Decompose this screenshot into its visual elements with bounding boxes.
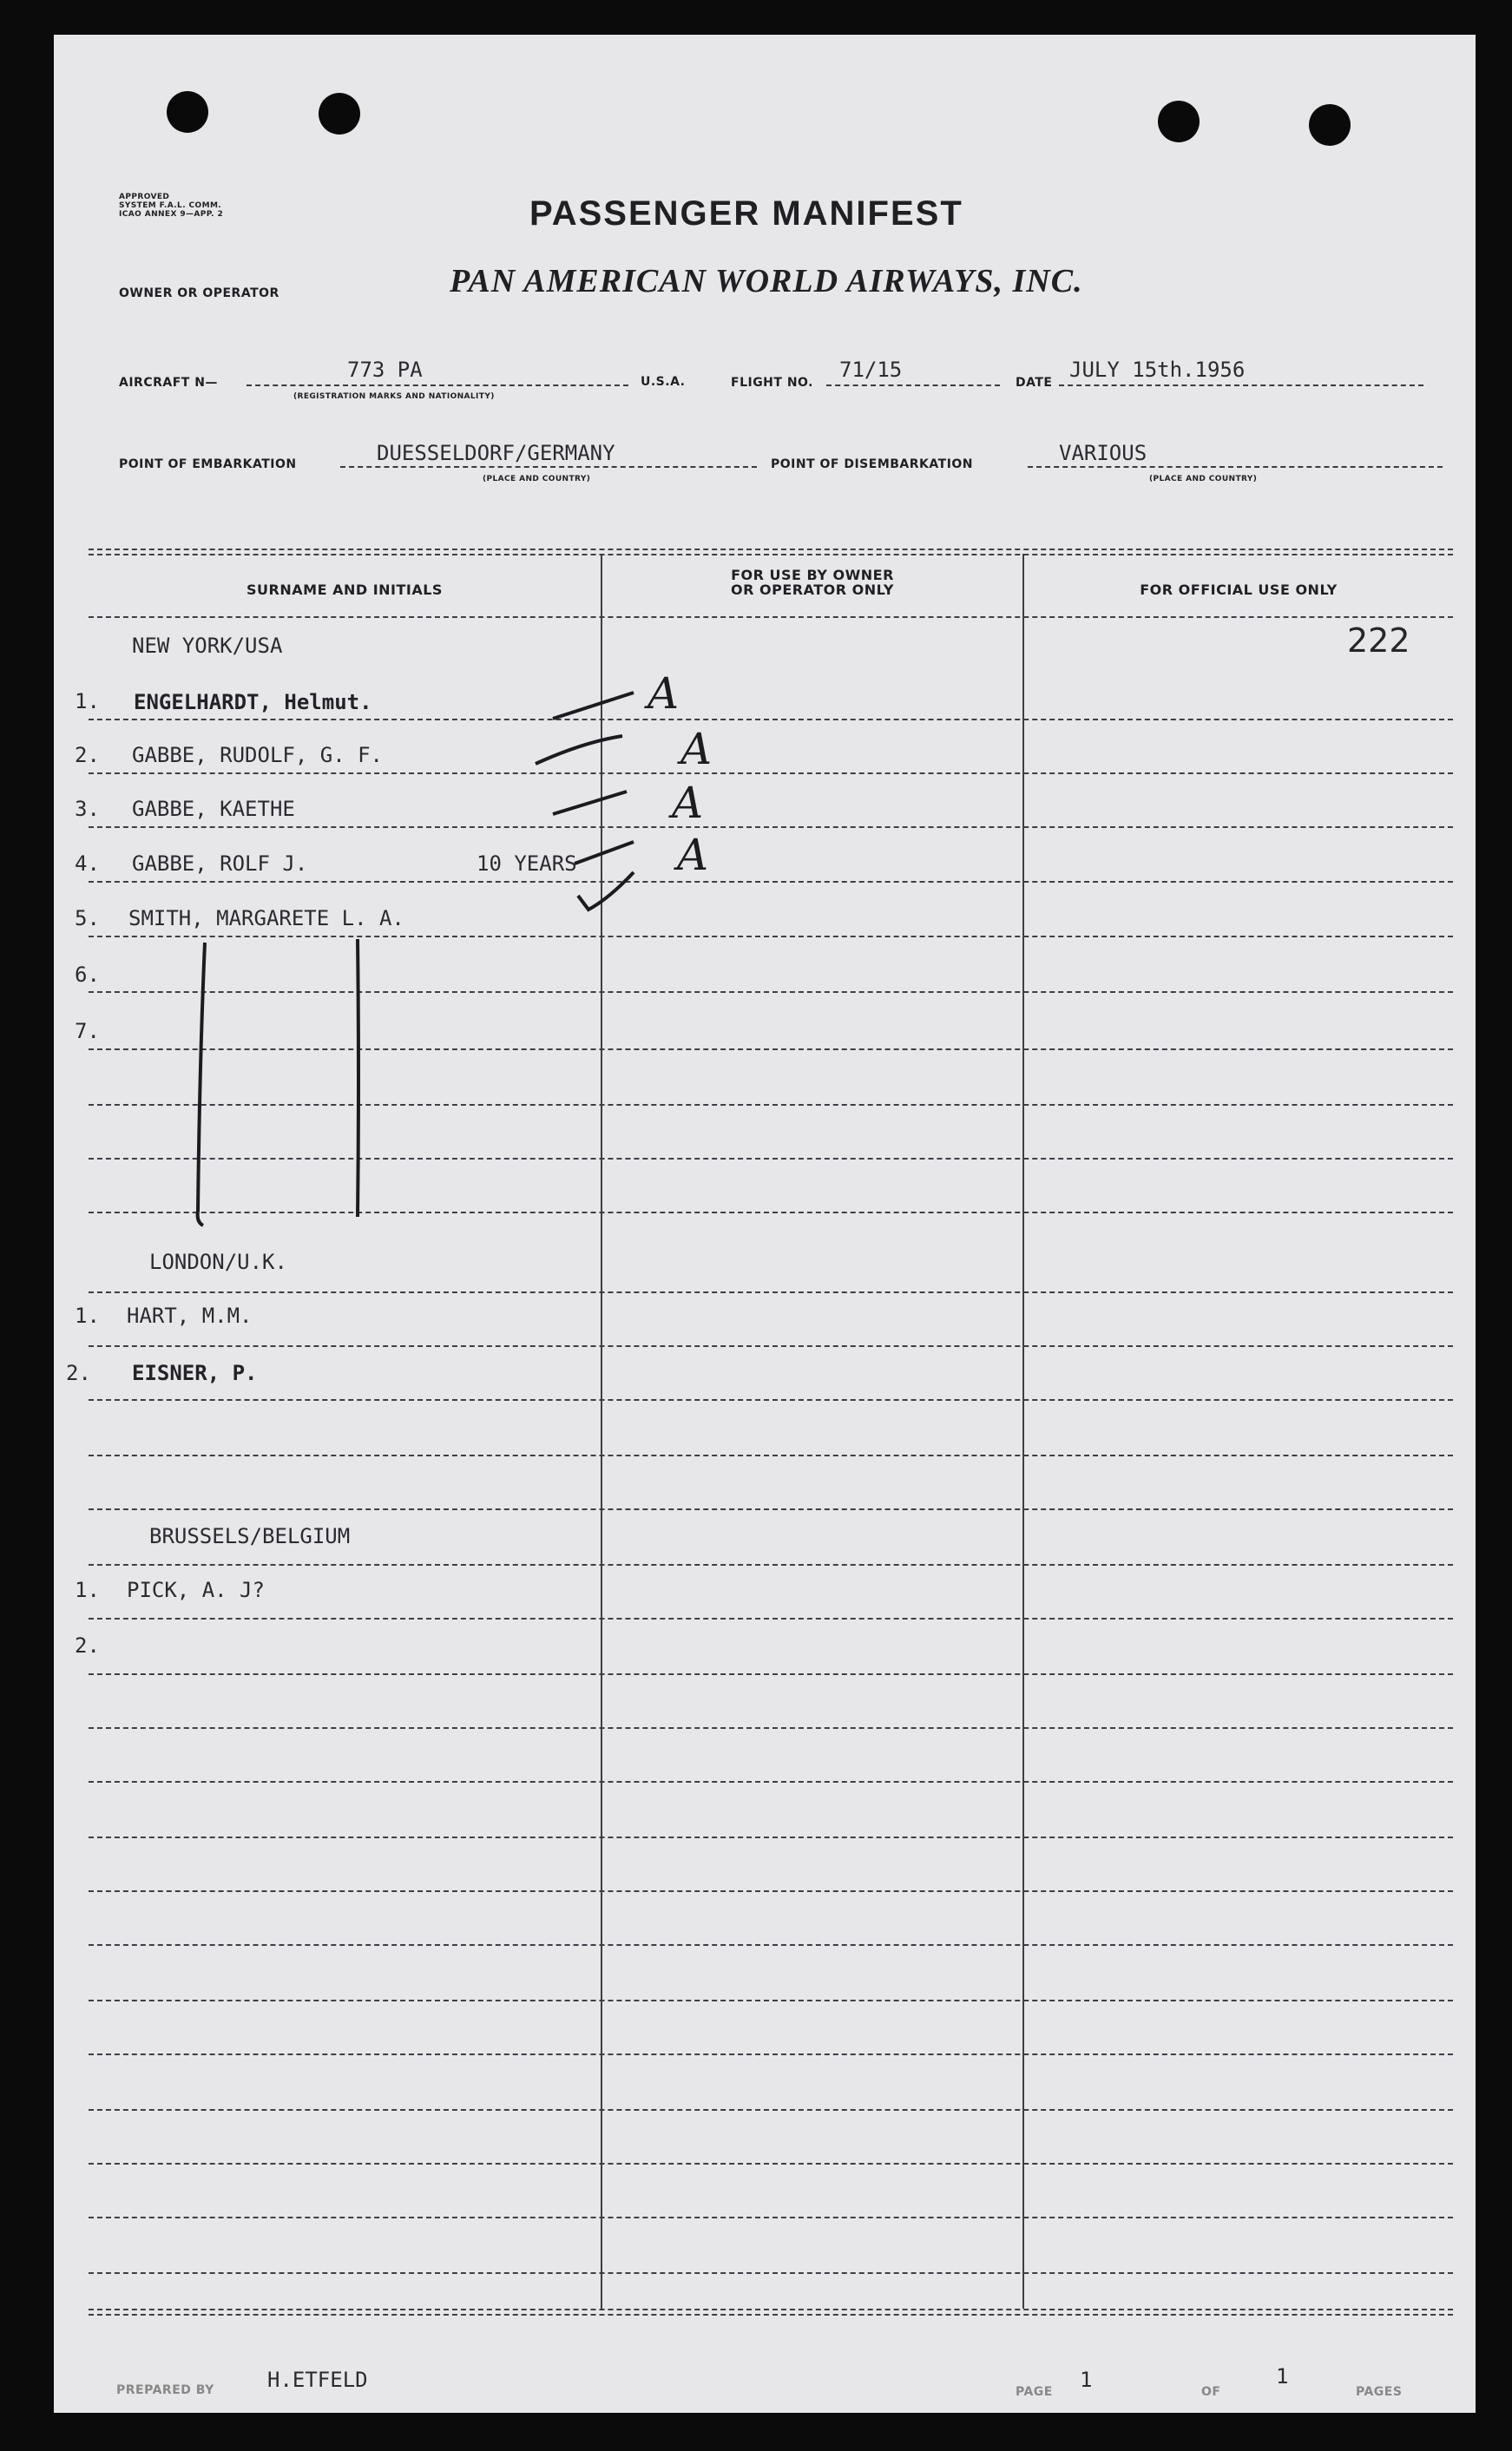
date-label: DATE (1016, 376, 1053, 390)
row-number: 1. (75, 1304, 100, 1328)
place-caption: (PLACE AND COUNTRY) (483, 475, 591, 483)
aircraft-value: 773 PA (347, 358, 423, 382)
row-number: 6. (75, 963, 100, 987)
passenger-name: EISNER, P. (132, 1361, 258, 1385)
of-label: OF (1201, 2385, 1221, 2399)
row-number: 1. (75, 689, 100, 713)
passenger-name: ENGELHARDT, Helmut. (134, 690, 372, 714)
destination-heading: NEW YORK/USA (132, 634, 283, 658)
page-title: PASSENGER MANIFEST (529, 194, 963, 233)
passenger-name: PICK, A. J? (127, 1578, 265, 1602)
prepared-by-value: H.ETFELD (267, 2368, 368, 2392)
place-caption: (PLACE AND COUNTRY) (1149, 475, 1258, 483)
manifest-sheet (54, 35, 1476, 2413)
row-number: 3. (75, 797, 100, 821)
approval-line: APPROVED (119, 193, 170, 201)
disembarkation-value: VARIOUS (1059, 441, 1147, 465)
header-line: OR OPERATOR ONLY (731, 582, 894, 598)
disembarkation-label: POINT OF DISEMBARKATION (771, 457, 974, 471)
row-number: 7. (75, 1019, 100, 1043)
handwritten-check-strokes (54, 35, 1476, 2413)
column-header-official: FOR OFFICIAL USE ONLY (1140, 582, 1338, 598)
row-number: 5. (75, 906, 100, 930)
header-line: FOR USE BY OWNER (731, 567, 894, 583)
row-number: 2. (75, 1633, 100, 1658)
row-number: 4. (75, 851, 100, 876)
passenger-name: GABBE, ROLF J. (132, 851, 308, 876)
handwritten-mark: A (672, 778, 704, 828)
embarkation-label: POINT OF EMBARKATION (119, 457, 297, 471)
approval-line: ICAO ANNEX 9—APP. 2 (119, 210, 224, 219)
passenger-name: GABBE, KAETHE (132, 797, 295, 821)
page-number: 1 (1080, 2368, 1093, 2392)
official-mark: 222 (1347, 621, 1410, 660)
handwritten-mark: A (677, 830, 709, 880)
prepared-by-label: PREPARED BY (116, 2383, 214, 2397)
country-label: U.S.A. (641, 375, 686, 389)
passenger-name: GABBE, RUDOLF, G. F. (132, 743, 383, 767)
registration-caption: (REGISTRATION MARKS AND NATIONALITY) (293, 392, 495, 401)
page-label: PAGE (1016, 2385, 1053, 2399)
handwritten-mark: A (680, 724, 713, 774)
page-total: 1 (1276, 2364, 1289, 2389)
row-number: 2. (75, 743, 100, 767)
approval-line: SYSTEM F.A.L. COMM. (119, 201, 222, 210)
destination-heading: BRUSSELS/BELGIUM (149, 1524, 351, 1548)
aircraft-label: AIRCRAFT N— (119, 376, 218, 390)
row-number: 2. (66, 1361, 91, 1385)
embarkation-value: DUESSELDORF/GERMANY (377, 441, 615, 465)
destination-heading: LONDON/U.K. (149, 1250, 287, 1274)
column-header-surname: SURNAME AND INITIALS (247, 582, 443, 598)
passenger-age-note: 10 YEARS (477, 851, 577, 876)
passenger-name: SMITH, MARGARETE L. A. (128, 906, 404, 930)
pages-label: PAGES (1356, 2385, 1403, 2399)
flight-label: FLIGHT NO. (731, 376, 813, 390)
row-number: 1. (75, 1578, 100, 1602)
date-value: JULY 15th.1956 (1069, 358, 1246, 382)
flight-value: 71/15 (839, 358, 903, 382)
handwritten-mark: A (648, 668, 680, 719)
owner-label: OWNER OR OPERATOR (119, 286, 279, 300)
passenger-name: HART, M.M. (127, 1304, 253, 1328)
airline-name: PAN AMERICAN WORLD AIRWAYS, INC. (450, 263, 1083, 299)
